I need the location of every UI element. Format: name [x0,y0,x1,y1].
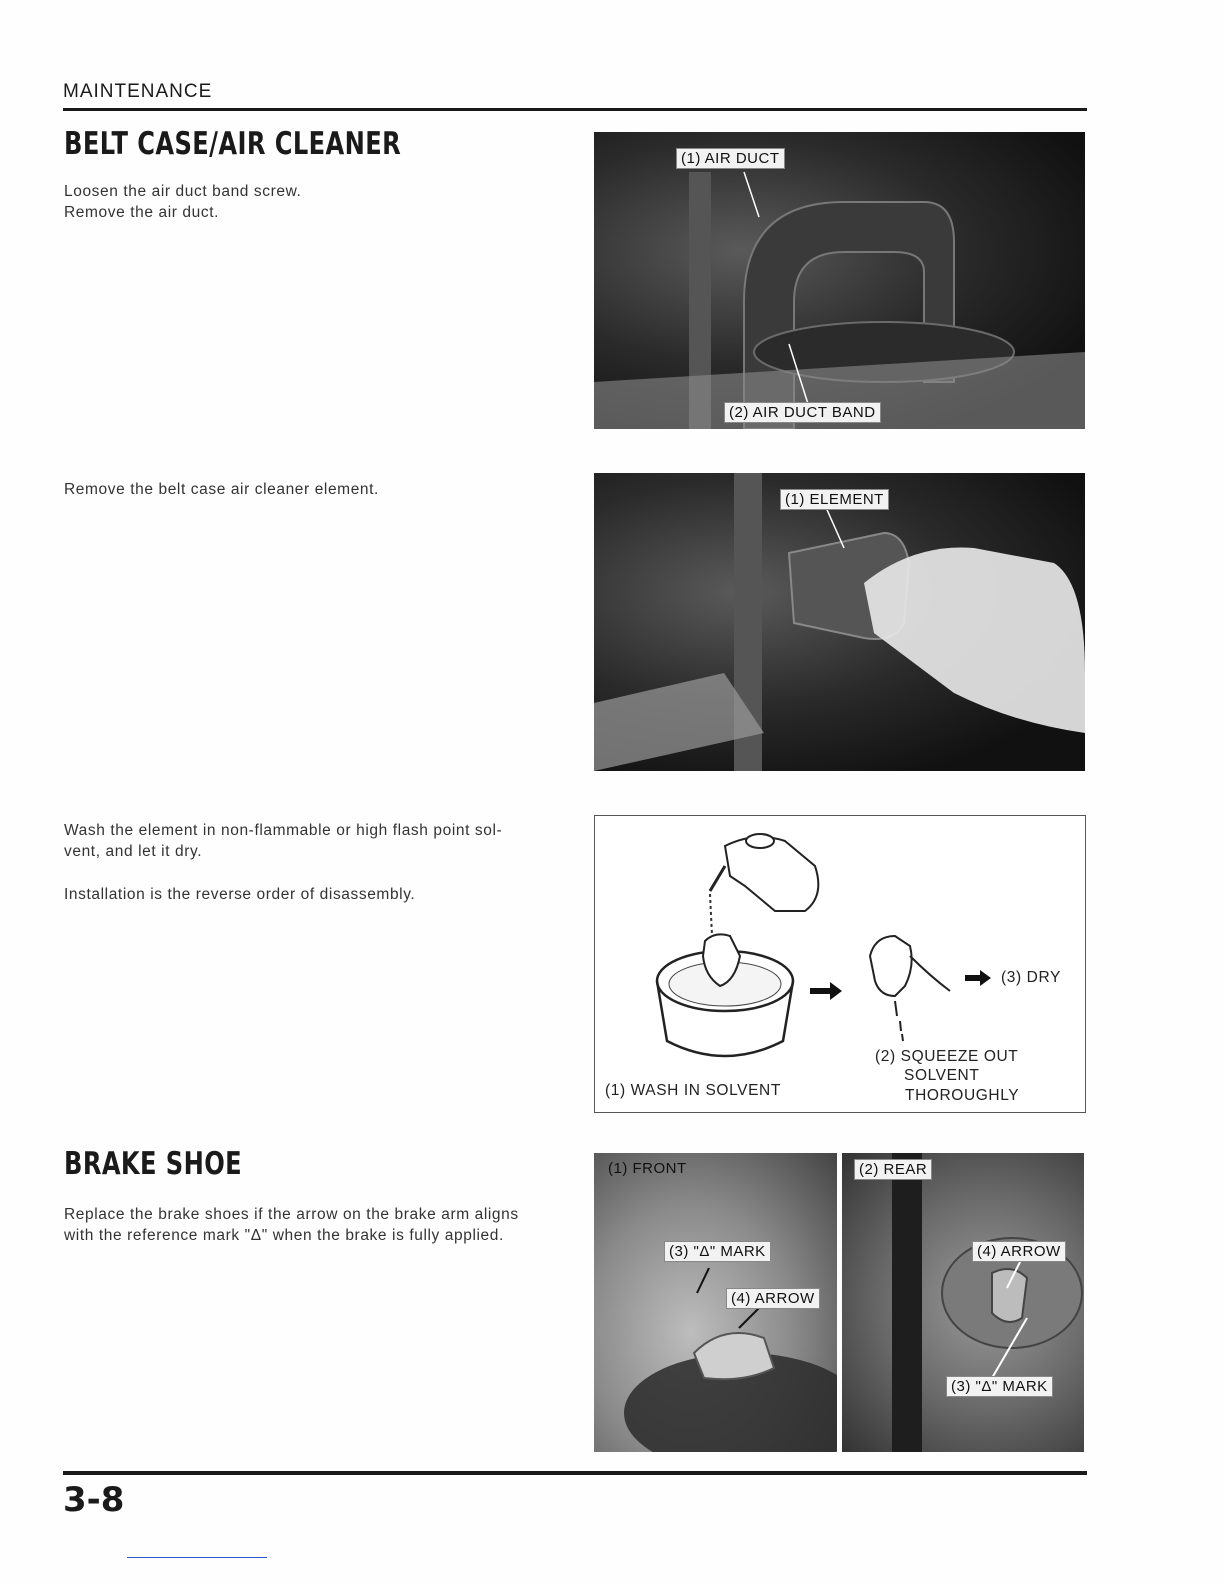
element-photo [594,473,1085,771]
air-duct-illustration [594,132,1085,429]
footer-link-underline [127,1557,267,1558]
element-illustration [594,473,1085,771]
brake-text-line2: with the reference mark "Δ" when the brake is fully applied. [64,1227,504,1244]
footer-rule [63,1471,1087,1475]
rear-arrow-label: (4) ARROW [972,1241,1066,1262]
wash-diagram [594,815,1086,1113]
front-brake-photo [594,1153,837,1452]
wash-label: (1) WASH IN SOLVENT [605,1082,781,1099]
rear-brake-photo [842,1153,1084,1452]
brake-text-line1: Replace the brake shoes if the arrow on the brake arm aligns [64,1206,519,1223]
air-duct-photo [594,132,1085,429]
step1-text [64,181,301,223]
header-rule [63,108,1087,111]
rear-label: (2) REAR [854,1159,932,1180]
front-arrow-label: (4) ARROW [726,1288,820,1309]
step1-line1: Loosen the air duct band screw. [64,183,302,200]
squeeze-label-line1: (2) SQUEEZE OUT [875,1048,1019,1065]
dry-label: (3) DRY [1001,969,1061,986]
wash-illustration [595,816,1085,1112]
step3-line1: Wash the element in non-flammable or high flash point sol- [64,822,503,839]
front-label: (1) FRONT [608,1160,687,1177]
section-header: MAINTENANCE [63,81,213,102]
air-duct-band-label: (2) AIR DUCT BAND [724,402,881,423]
step1-line2: Remove the air duct. [64,204,220,221]
page-number: 3-8 [63,1480,125,1520]
brake-text [64,1204,519,1246]
step3-line2: vent, and let it dry. [64,843,203,860]
step4-text: Installation is the reverse order of disassembly. [64,886,416,903]
rear-mark-label: (3) "Δ" MARK [946,1376,1053,1397]
squeeze-label-line2: SOLVENT [904,1067,980,1084]
step3-text [64,820,502,862]
front-mark-label: (3) "Δ" MARK [664,1241,771,1262]
brake-shoe-title: BRAKE SHOE [64,1146,243,1182]
belt-case-title: BELT CASE/AIR CLEANER [64,126,402,162]
element-label: (1) ELEMENT [780,489,889,510]
squeeze-label-line3: THOROUGHLY [905,1087,1020,1104]
step2-text: Remove the belt case air cleaner element. [64,481,379,498]
air-duct-label: (1) AIR DUCT [676,148,785,169]
rear-brake-illustration [842,1153,1084,1452]
